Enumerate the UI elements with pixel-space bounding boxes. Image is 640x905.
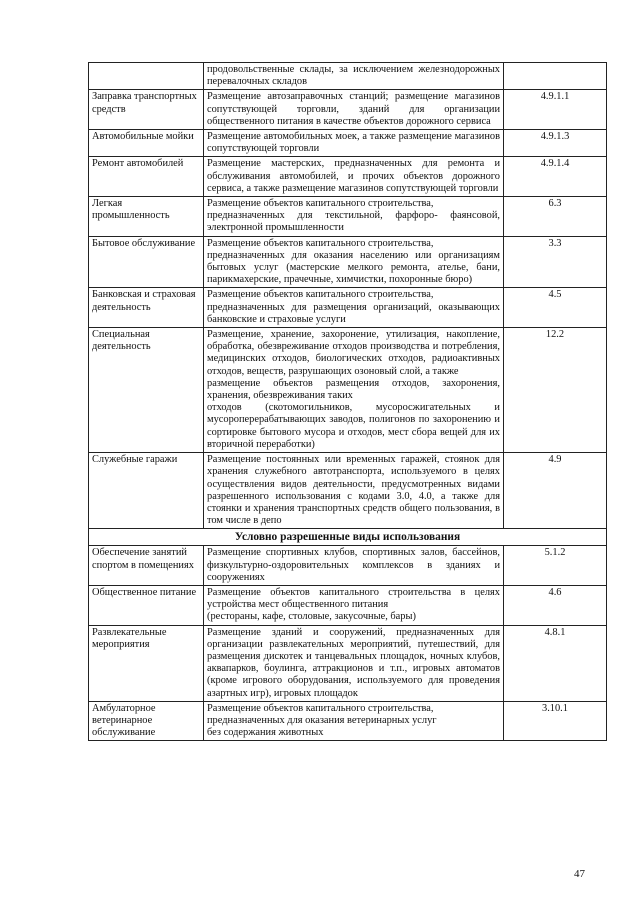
use-type-name: Амбулаторное ветеринарное обслуживание [89,701,204,741]
description-line: предназначенных для оказания ветеринарных услуг [207,714,437,726]
conditional-section [89,529,607,546]
permitted-uses-rows [89,63,607,529]
use-description [204,328,504,453]
table-row [89,90,607,130]
description-line: отходов (скотомогильников, мусоросжигательных и мусороперерабатывающих заводов, полигонов по захоронению и сортировке бытового мусора и отходов, мест сбора вещей для их вторичной переработки) [207,402,500,450]
use-description [204,90,504,130]
use-description [204,288,504,328]
use-type-name: Специальная деятельность [89,328,204,453]
use-description [204,701,504,741]
table-row [89,197,607,237]
description-line: Размещение спортивных клубов, спортивных залов, бассейнов, физкультурно-оздоровительных комплексов в зданиях и сооружениях [207,547,500,583]
use-description [204,157,504,197]
table-row [89,625,607,701]
section-heading: Условно разрешенные виды использования [89,529,607,546]
land-use-table [88,62,607,741]
description-line: Размещение объектов капитального строительства, [207,237,434,249]
use-type-name: Заправка транспортных средств [89,90,204,130]
use-code: 5.1.2 [504,546,607,586]
use-code: 4.5 [504,288,607,328]
use-code: 6.3 [504,197,607,237]
description-line: Размещение автомобильных моек, а также размещение магазинов сопутствующей торговли [207,131,500,155]
use-type-name: Бытовое обслуживание [89,236,204,288]
use-type-name: Развлекательные мероприятия [89,625,204,701]
description-line: Размещение автозаправочных станций; размещение магазинов сопутствующей торговли, зданий для организации общественного питания в качестве объектов дорожного сервиса [207,91,500,127]
table-row [89,585,607,625]
table-row [89,130,607,157]
table-row [89,453,607,529]
use-description [204,453,504,529]
description-line: Размещение объектов капитального строительства, [207,289,434,301]
use-type-name: Автомобильные мойки [89,130,204,157]
section-heading-row [89,529,607,546]
use-description [204,130,504,157]
description-line: предназначенных для текстильной, фарфоро- фаянсовой, электронной промышленности [207,210,500,234]
use-code: 3.10.1 [504,701,607,741]
description-line: без содержания животных [207,727,324,739]
use-type-name: Банковская и страховая деятельность [89,288,204,328]
use-type-name: Обеспечение занятий спортом в помещениях [89,546,204,586]
table-row [89,328,607,453]
use-code: 4.9.1.1 [504,90,607,130]
use-code: 4.9.1.3 [504,130,607,157]
use-code [504,63,607,90]
use-code: 4.9.1.4 [504,157,607,197]
description-line: Размещение объектов капитального строительства, [207,198,434,210]
description-line: предназначенных для размещения организаций, оказывающих банковские и страховые услуги [207,301,500,325]
description-line: Размещение постоянных или временных гаражей, стоянок для хранения служебного автотранспорта, используемого в целях осуществления видов деятельности, предусмотренных видами разрешенного использования с кодами 3.0, 4.0, а также для стоянки и хранения транспортных средств общего пользования, в том числе в депо [207,454,500,527]
description-line: Размещение мастерских, предназначенных для ремонта и обслуживания автомобилей, и прочих объектов дорожного сервиса, а также размещение магазинов сопутствующей торговли [207,158,500,194]
table-row [89,157,607,197]
description-line: продовольственные склады, за исключением железнодорожных перевалочных складов [207,64,500,88]
conditional-uses-rows [89,546,607,741]
description-line: Размещение объектов капитального строительства, [207,702,434,714]
table-row [89,63,607,90]
use-type-name: Общественное питание [89,585,204,625]
table-row [89,236,607,288]
use-description [204,236,504,288]
use-type-name: Служебные гаражи [89,453,204,529]
page-number: 47 [574,868,585,880]
description-line: Размещение объектов капитального строительства в целях устройства мест общественного питания [207,586,500,611]
use-description [204,585,504,625]
use-code: 3.3 [504,236,607,288]
use-description [204,546,504,586]
table-row [89,288,607,328]
table-row [89,701,607,741]
description-line: Размещение зданий и сооружений, предназначенных для организации развлекательных мероприятий, путешествий, для размещения дискотек и танцевальных площадок, ночных клубов, аквапарков, боулинга, аттракционов и т.п., игровых автоматов (кроме игрового оборудования, используемого для проведения азартных игр), игровых площадок [207,626,500,699]
description-line: предназначенных для оказания населению или организациям бытовых услуг (мастерские мелкого ремонта, ателье, бани, парикмахерские, прачечные, химчистки, похоронные бюро) [207,249,500,286]
description-line: (рестораны, кафе, столовые, закусочные, бары) [207,611,416,623]
description-line: Размещение, хранение, захоронение, утилизация, накопление, обработка, обезвреживание отходов производства и потребления, медицинских отходов, биологических отходов, радиоактивных отходов, веществ, разрушающих озоновый слой, а также [207,329,500,377]
use-description [204,197,504,237]
use-type-name: Легкая промышленность [89,197,204,237]
use-description [204,63,504,90]
description-line: размещение объектов размещения отходов, захоронения, хранения, обезвреживания таких [207,377,500,402]
table-row [89,546,607,586]
use-code: 4.8.1 [504,625,607,701]
use-code: 12.2 [504,328,607,453]
use-description [204,625,504,701]
use-code: 4.9 [504,453,607,529]
use-type-name: Ремонт автомобилей [89,157,204,197]
use-code: 4.6 [504,585,607,625]
use-type-name [89,63,204,90]
